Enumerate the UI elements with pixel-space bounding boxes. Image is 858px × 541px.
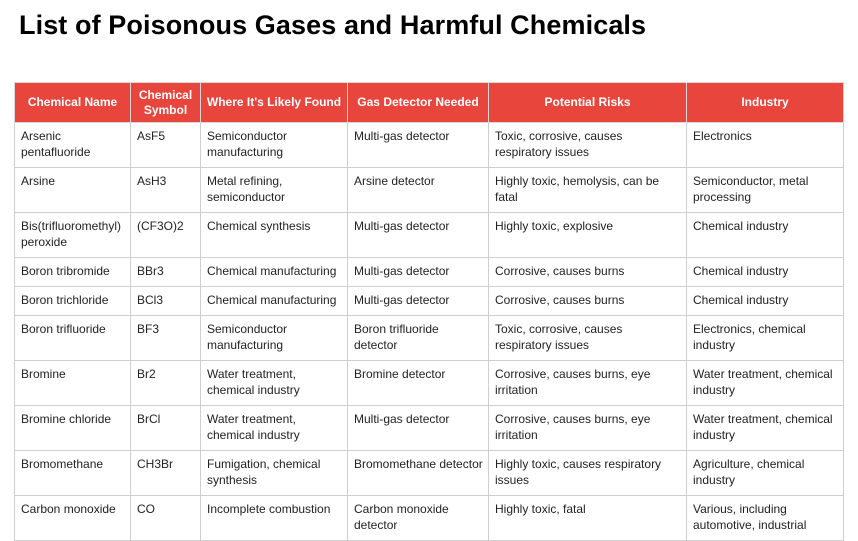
table-row xyxy=(15,496,844,541)
cell-chemical-symbol: BBr3 xyxy=(131,258,201,287)
header-gas-detector: Gas Detector Needed xyxy=(348,83,489,123)
chemicals-table xyxy=(14,82,844,541)
header-where-found: Where It's Likely Found xyxy=(201,83,348,123)
cell-chemical-name: Bromine chloride xyxy=(15,406,131,451)
cell-industry: Chemical industry xyxy=(687,213,844,258)
table-row xyxy=(15,213,844,258)
cell-industry: Water treatment, chemical industry xyxy=(687,361,844,406)
cell-chemical-symbol: BCl3 xyxy=(131,287,201,316)
cell-chemical-symbol: CO xyxy=(131,496,201,541)
cell-chemical-symbol: (CF3O)2 xyxy=(131,213,201,258)
table-row xyxy=(15,123,844,168)
cell-chemical-symbol: CH3Br xyxy=(131,451,201,496)
cell-potential-risks: Corrosive, causes burns xyxy=(489,287,687,316)
cell-gas-detector: Boron trifluoride detector xyxy=(348,316,489,361)
cell-chemical-name: Bis(trifluoromethyl) peroxide xyxy=(15,213,131,258)
cell-chemical-symbol: Br2 xyxy=(131,361,201,406)
table-row xyxy=(15,451,844,496)
header-industry: Industry xyxy=(687,83,844,123)
cell-industry: Chemical industry xyxy=(687,258,844,287)
cell-potential-risks: Highly toxic, explosive xyxy=(489,213,687,258)
cell-gas-detector: Bromomethane detector xyxy=(348,451,489,496)
cell-potential-risks: Toxic, corrosive, causes respiratory issues xyxy=(489,123,687,168)
cell-where-found: Water treatment, chemical industry xyxy=(201,406,348,451)
cell-potential-risks: Corrosive, causes burns, eye irritation xyxy=(489,406,687,451)
cell-potential-risks: Highly toxic, fatal xyxy=(489,496,687,541)
table-row xyxy=(15,258,844,287)
cell-gas-detector: Multi-gas detector xyxy=(348,213,489,258)
cell-potential-risks: Highly toxic, hemolysis, can be fatal xyxy=(489,168,687,213)
cell-chemical-name: Bromine xyxy=(15,361,131,406)
cell-gas-detector: Multi-gas detector xyxy=(348,406,489,451)
cell-gas-detector: Multi-gas detector xyxy=(348,287,489,316)
cell-where-found: Chemical manufacturing xyxy=(201,258,348,287)
cell-where-found: Semiconductor manufacturing xyxy=(201,123,348,168)
cell-where-found: Semiconductor manufacturing xyxy=(201,316,348,361)
cell-gas-detector: Multi-gas detector xyxy=(348,258,489,287)
cell-chemical-name: Bromomethane xyxy=(15,451,131,496)
cell-where-found: Chemical synthesis xyxy=(201,213,348,258)
cell-gas-detector: Arsine detector xyxy=(348,168,489,213)
cell-where-found: Chemical manufacturing xyxy=(201,287,348,316)
table-row xyxy=(15,406,844,451)
cell-industry: Various, including automotive, industrial xyxy=(687,496,844,541)
cell-chemical-name: Boron trichloride xyxy=(15,287,131,316)
chemicals-table-container xyxy=(14,82,844,541)
cell-gas-detector: Multi-gas detector xyxy=(348,123,489,168)
header-chemical-symbol: Chemical Symbol xyxy=(131,83,201,123)
cell-potential-risks: Highly toxic, causes respiratory issues xyxy=(489,451,687,496)
cell-chemical-name: Boron trifluoride xyxy=(15,316,131,361)
cell-where-found: Metal refining, semiconductor xyxy=(201,168,348,213)
cell-industry: Semiconductor, metal processing xyxy=(687,168,844,213)
cell-chemical-symbol: AsH3 xyxy=(131,168,201,213)
table-header-row xyxy=(15,83,844,123)
table-row xyxy=(15,168,844,213)
cell-where-found: Water treatment, chemical industry xyxy=(201,361,348,406)
cell-industry: Chemical industry xyxy=(687,287,844,316)
page-title: List of Poisonous Gases and Harmful Chemicals xyxy=(19,10,647,40)
cell-where-found: Incomplete combustion xyxy=(201,496,348,541)
cell-gas-detector: Bromine detector xyxy=(348,361,489,406)
cell-industry: Agriculture, chemical industry xyxy=(687,451,844,496)
cell-potential-risks: Toxic, corrosive, causes respiratory issues xyxy=(489,316,687,361)
header-potential-risks: Potential Risks xyxy=(489,83,687,123)
cell-chemical-symbol: BrCl xyxy=(131,406,201,451)
table-row xyxy=(15,316,844,361)
cell-potential-risks: Corrosive, causes burns, eye irritation xyxy=(489,361,687,406)
cell-where-found: Fumigation, chemical synthesis xyxy=(201,451,348,496)
cell-gas-detector: Carbon monoxide detector xyxy=(348,496,489,541)
cell-industry: Water treatment, chemical industry xyxy=(687,406,844,451)
cell-chemical-symbol: BF3 xyxy=(131,316,201,361)
cell-potential-risks: Corrosive, causes burns xyxy=(489,258,687,287)
cell-chemical-name: Arsenic pentafluoride xyxy=(15,123,131,168)
cell-chemical-name: Boron tribromide xyxy=(15,258,131,287)
table-row xyxy=(15,361,844,406)
cell-chemical-name: Carbon monoxide xyxy=(15,496,131,541)
cell-chemical-name: Arsine xyxy=(15,168,131,213)
cell-industry: Electronics, chemical industry xyxy=(687,316,844,361)
cell-industry: Electronics xyxy=(687,123,844,168)
table-row xyxy=(15,287,844,316)
header-chemical-name: Chemical Name xyxy=(15,83,131,123)
cell-chemical-symbol: AsF5 xyxy=(131,123,201,168)
